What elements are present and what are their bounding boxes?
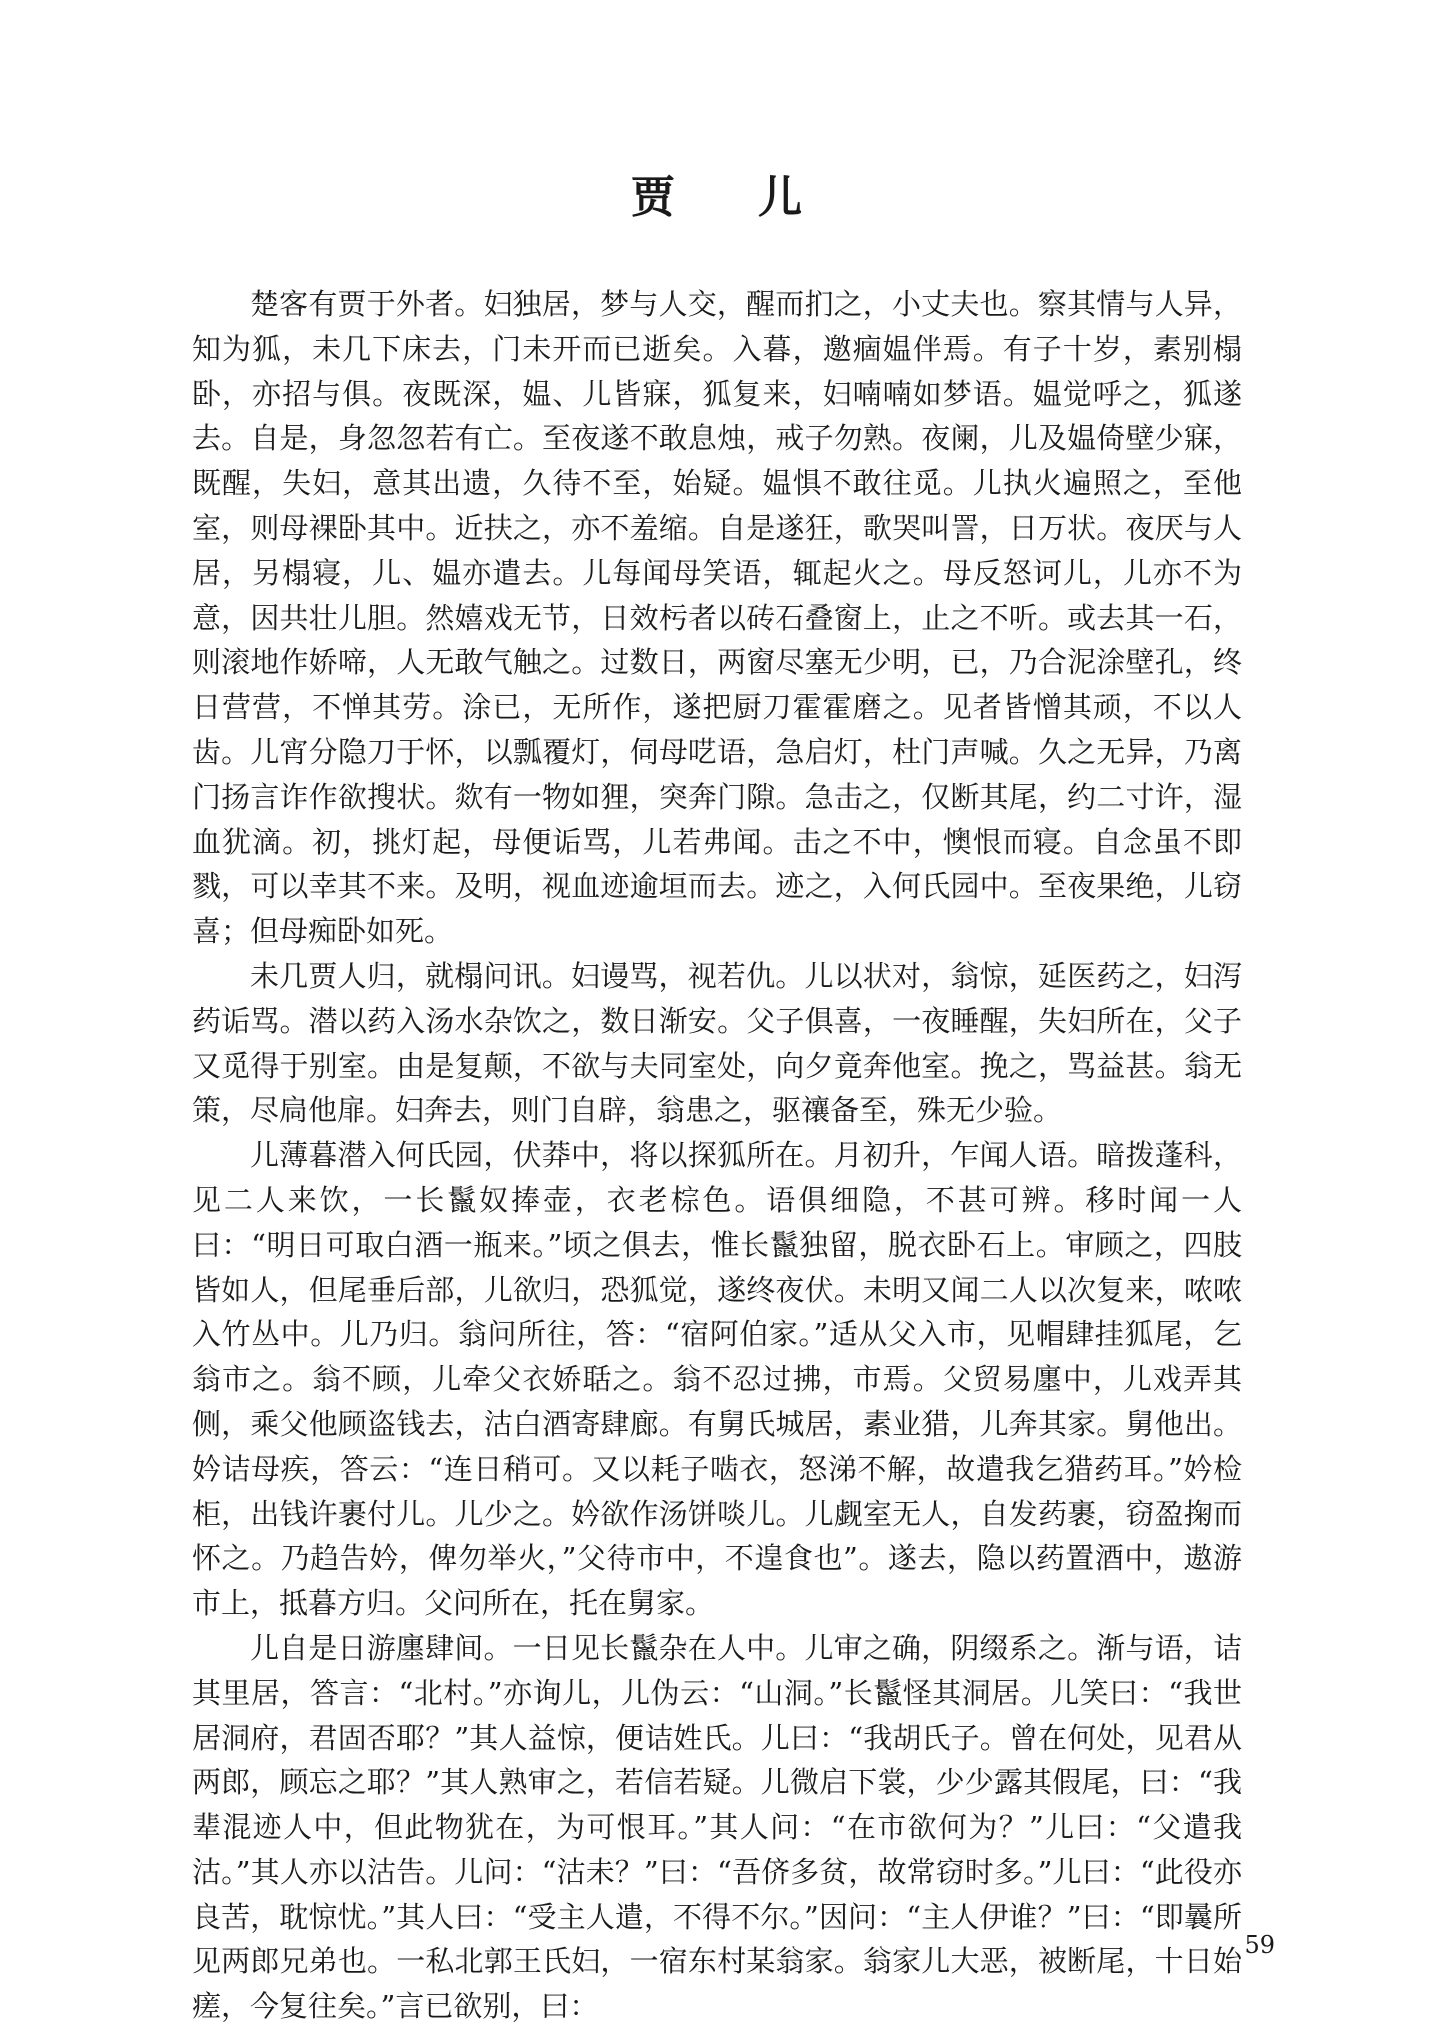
- paragraph: 未几贾人归，就榻问讯。妇谩骂，视若仇。儿以状对，翁惊，延医药之，妇泻药诟骂。潜以药入汤水杂饮之，数日渐安。父子俱喜，一夜睡醒，失妇所在，父子又觅得于别室。由是复颠，不欲与夫同室处，向夕竟奔他室。挽之，骂益甚。翁无策，尽扃他扉。妇奔去，则门自辟，翁患之，驱禳备至，殊无少验。: [192, 958, 1242, 1128]
- paragraph: 儿自是日游廛肆间。一日见长鬣杂在人中。儿审之确，阴缀系之。渐与语，诘其里居，答言：“北村。”亦询儿，儿伪云：“山洞。”长鬣怪其洞居。儿笑曰：“我世居洞府，君固否耶？”其人益惊，便诘姓氏。儿曰：“我胡氏子。曾在何处，见君从两郎，顾忘之耶？”其人熟审之，若信若疑。儿微启下裳，少少露其假尾，曰：“我辈混迹人中，但此物犹在，为可恨耳。”其人问：“在市欲何为？”儿曰：“父遣我沽。”其人亦以沽告。儿问：“沽未？”曰：“吾侪多贫，故常窃时多。”儿曰：“此役亦良苦，耽惊忧。”其人曰：“受主人遣，不得不尔。”因问：“主人伊谁？”曰：“即曩所见两郎兄弟也。一私北郭王氏妇，一宿东村某翁家。翁家儿大恶，被断尾，十日始瘥，今复往矣。”言已欲别，曰：: [192, 1630, 1242, 2024]
- paragraph: 楚客有贾于外者。妇独居，梦与人交，醒而扪之，小丈夫也。察其情与人异，知为狐，未几下床去，门未开而已逝矣。入暮，邀痼媪伴焉。有子十岁，素别榻卧，亦招与俱。夜既深，媪、儿皆寐，狐复来，妇喃喃如梦语。媪觉呼之，狐遂去。自是，身忽忽若有亡。至夜遂不敢息烛，戒子勿熟。夜阑，儿及媪倚壁少寐，既醒，失妇，意其出遗，久待不至，始疑。媪惧不敢往觅。儿执火遍照之，至他室，则母裸卧其中。近扶之，亦不羞缩。自是遂狂，歌哭叫詈，日万状。夜厌与人居，另榻寝，儿、媪亦遣去。儿每闻母笑语，辄起火之。母反怒诃儿，儿亦不为意，因共壮儿胆。然嬉戏无节，日效杇者以砖石叠窗上，止之不听。或去其一石，则滚地作娇啼，人无敢气触之。过数日，两窗尽塞无少明，已，乃合泥涂壁孔，终日营营，不惮其劳。涂已，无所作，遂把厨刀霍霍磨之。见者皆憎其顽，不以人齿。儿宵分隐刀于怀，以瓢覆灯，伺母呓语，急启灯，杜门声喊。久之无异，乃离门扬言诈作欲搜状。欻有一物如狸，突奔门隙。急击之，仅断其尾，约二寸许，湿血犹滴。初，挑灯起，母便诟骂，儿若弗闻。击之不中，懊恨而寝。自念虽不即戮，可以幸其不来。及明，视血迹逾垣而去。迹之，入何氏园中。至夜果绝，儿窃喜；但母痴卧如死。: [192, 287, 1242, 949]
- page-title: 贾 儿: [630, 172, 837, 223]
- paragraph: 儿薄暮潜入何氏园，伏莽中，将以探狐所在。月初升，乍闻人语。暗拨蓬科，见二人来饮，一长鬣奴捧壶，衣老棕色。语俱细隐，不甚可辨。移时闻一人曰：“明日可取白酒一瓶来。”顷之俱去，惟长鬣独留，脱衣卧石上。审顾之，四肢皆如人，但尾垂后部，儿欲归，恐狐觉，遂终夜伏。未明又闻二人以次复来，哝哝入竹丛中。儿乃归。翁问所往，答：“宿阿伯家。”适从父入市，见帽肆挂狐尾，乞翁市之。翁不顾，儿牵父衣娇聒之。翁不忍过拂，市焉。父贸易廛中，儿戏弄其侧，乘父他顾盗钱去，沽白酒寄肆廊。有舅氏城居，素业猎，儿奔其家。舅他出。妗诘母疾，答云：“连日稍可。又以耗子啮衣，怒涕不解，故遣我乞猎药耳。”妗检柜，出钱许裹付儿。儿少之。妗欲作汤饼啖儿。儿觑室无人，自发药裹，窃盈掬而怀之。乃趋告妗，俾勿举火，”父待市中，不遑食也”。遂去，隐以药置酒中，遨游市上，抵暮方归。父问所在，托在舅家。: [192, 1138, 1242, 1621]
- page-number: 59: [1244, 1931, 1275, 1959]
- body-text: [192, 282, 1242, 2029]
